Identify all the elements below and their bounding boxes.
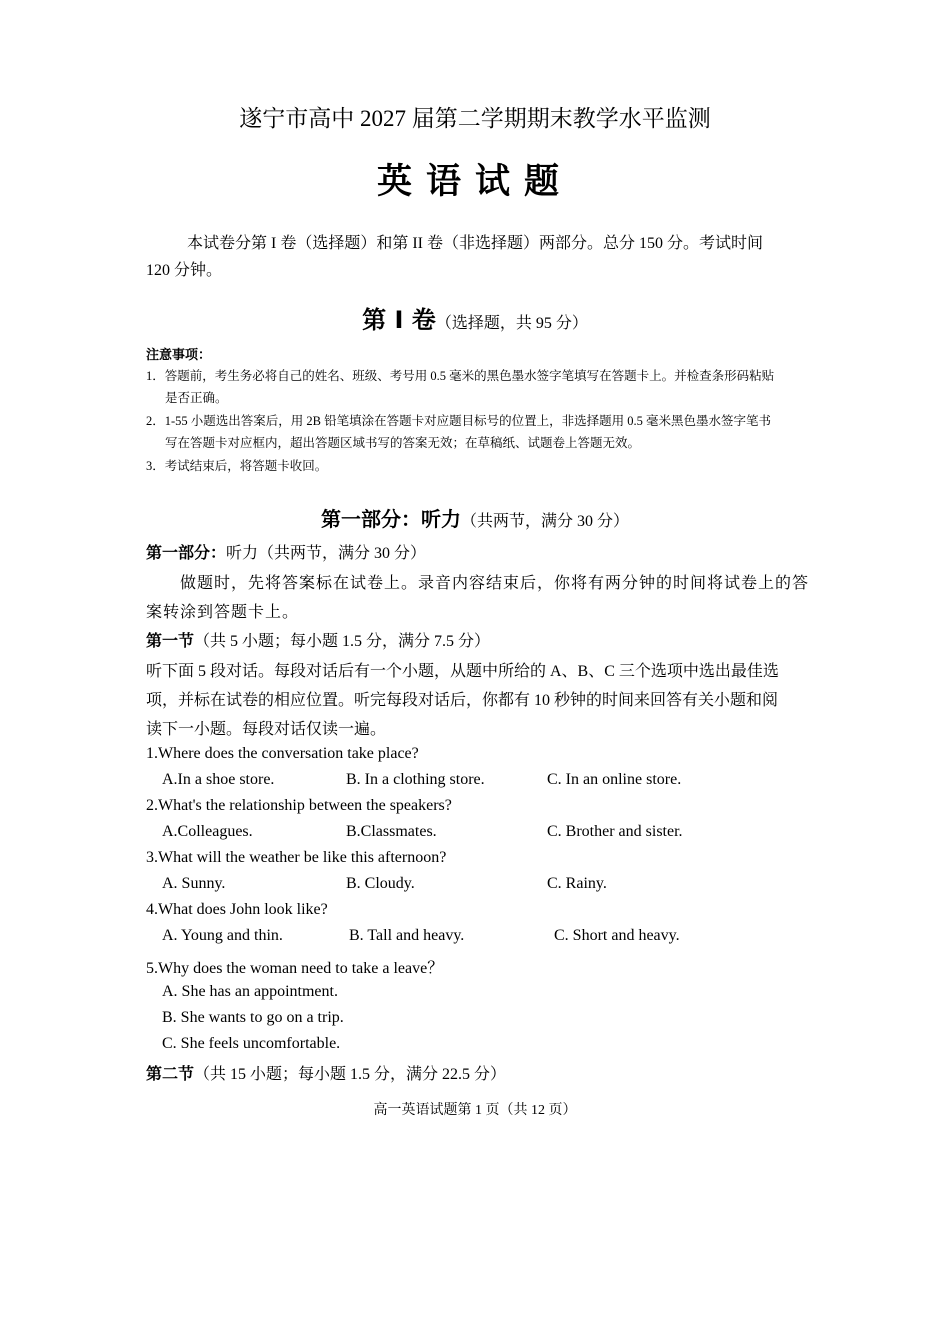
part1-heading-note: （共两节，满分 30 分） [460,513,629,530]
part1-subheading [146,540,426,563]
option-4b: B. Tall and heavy. [349,927,465,944]
exam-title: 遂宁市高中 2027 届第二学期期末教学水平监测 [239,106,711,131]
volume-note: （选择题，共 95 分） [435,315,588,332]
option-2a: A.Colleagues. [162,823,253,840]
section1-heading [146,628,490,651]
part1-heading-main: 第一部分：听力 [320,507,461,531]
part1-heading [0,503,950,532]
note-item-1: 1．答题前，考生务必将自己的姓名、班级、考号用 0.5 毫米的黑色墨水签字笔填写在答题卡上。并检查条形码粘贴 [146,369,775,383]
question-1: 1.Where does the conversation take place? [146,745,419,762]
part1-subheading-bold: 第一部分： [146,543,227,562]
note-item-2-cont: 写在答题卡对应框内，超出答题区域书写的答案无效；在草稿纸、试题卷上答题无效。 [165,436,641,450]
option-3c: C. Rainy. [547,875,607,892]
note-item-3: 3．考试结束后，将答题卡收回。 [146,459,328,473]
note-item-1-cont: 是否正确。 [165,391,228,405]
option-1c: C. In an online store. [547,771,682,788]
intro-line-2: 120 分钟。 [146,262,223,279]
notes-heading: 注意事项： [146,348,212,363]
volume-label: 第 Ⅰ 卷 [362,306,436,334]
part1-subheading-rest: 听力（共两节，满分 30 分） [226,545,427,562]
option-4c: C. Short and heavy. [554,927,680,944]
question-4: 4.What does John look like? [146,901,328,918]
section1-heading-rest: （共 5 小题；每小题 1.5 分，满分 7.5 分） [194,633,491,650]
option-2b: B.Classmates. [346,823,437,840]
option-5a: A. She has an appointment. [162,983,338,1000]
question-5: 5.Why does the woman need to take a leave？ [146,960,444,977]
option-1a: A.In a shoe store. [162,771,275,788]
intro-line-1: 本试卷分第 I 卷（选择题）和第 II 卷（非选择题）两部分。总分 150 分。考试时间 [187,235,763,252]
subject-title: 英语试题 [376,162,573,202]
volume-heading [0,300,950,335]
option-3b: B. Cloudy. [346,875,415,892]
instruction-line-1: 做题时，先将答案标在试卷上。录音内容结束后，你将有两分钟的时间将试卷上的答 [180,575,810,592]
section2-heading-rest: （共 15 小题；每小题 1.5 分，满分 22.5 分） [194,1066,507,1083]
option-5c: C. She feels uncomfortable. [162,1035,341,1052]
question-2: 2.What's the relationship between the speakers? [146,797,452,814]
directions-line-1: 听下面 5 段对话。每段对话后有一个小题，从题中所给的 A、B、C 三个选项中选出最佳选 [146,663,779,680]
section1-heading-bold: 第一节 [146,631,195,650]
section2-heading [146,1061,506,1084]
question-3: 3.What will the weather be like this afternoon? [146,849,447,866]
directions-line-3: 读下一小题。每段对话仅读一遍。 [146,721,387,738]
section2-heading-bold: 第二节 [146,1064,195,1083]
instruction-line-2: 案转涂到答题卡上。 [146,604,300,621]
page-footer: 高一英语试题第 1 页（共 12 页） [373,1103,577,1118]
option-1b: B. In a clothing store. [346,771,485,788]
directions-line-2: 项，并标在试卷的相应位置。听完每段对话后，你都有 10 秒钟的时间来回答有关小题和阅 [146,692,779,709]
option-5b: B. She wants to go on a trip. [162,1009,344,1026]
option-4a: A. Young and thin. [162,927,283,944]
note-item-2: 2．1-55 小题选出答案后，用 2B 铅笔填涂在答题卡对应题目标号的位置上，非选择题用 0.5 毫米黑色墨水签字笔书 [146,414,772,428]
option-2c: C. Brother and sister. [547,823,683,840]
option-3a: A. Sunny. [162,875,226,892]
